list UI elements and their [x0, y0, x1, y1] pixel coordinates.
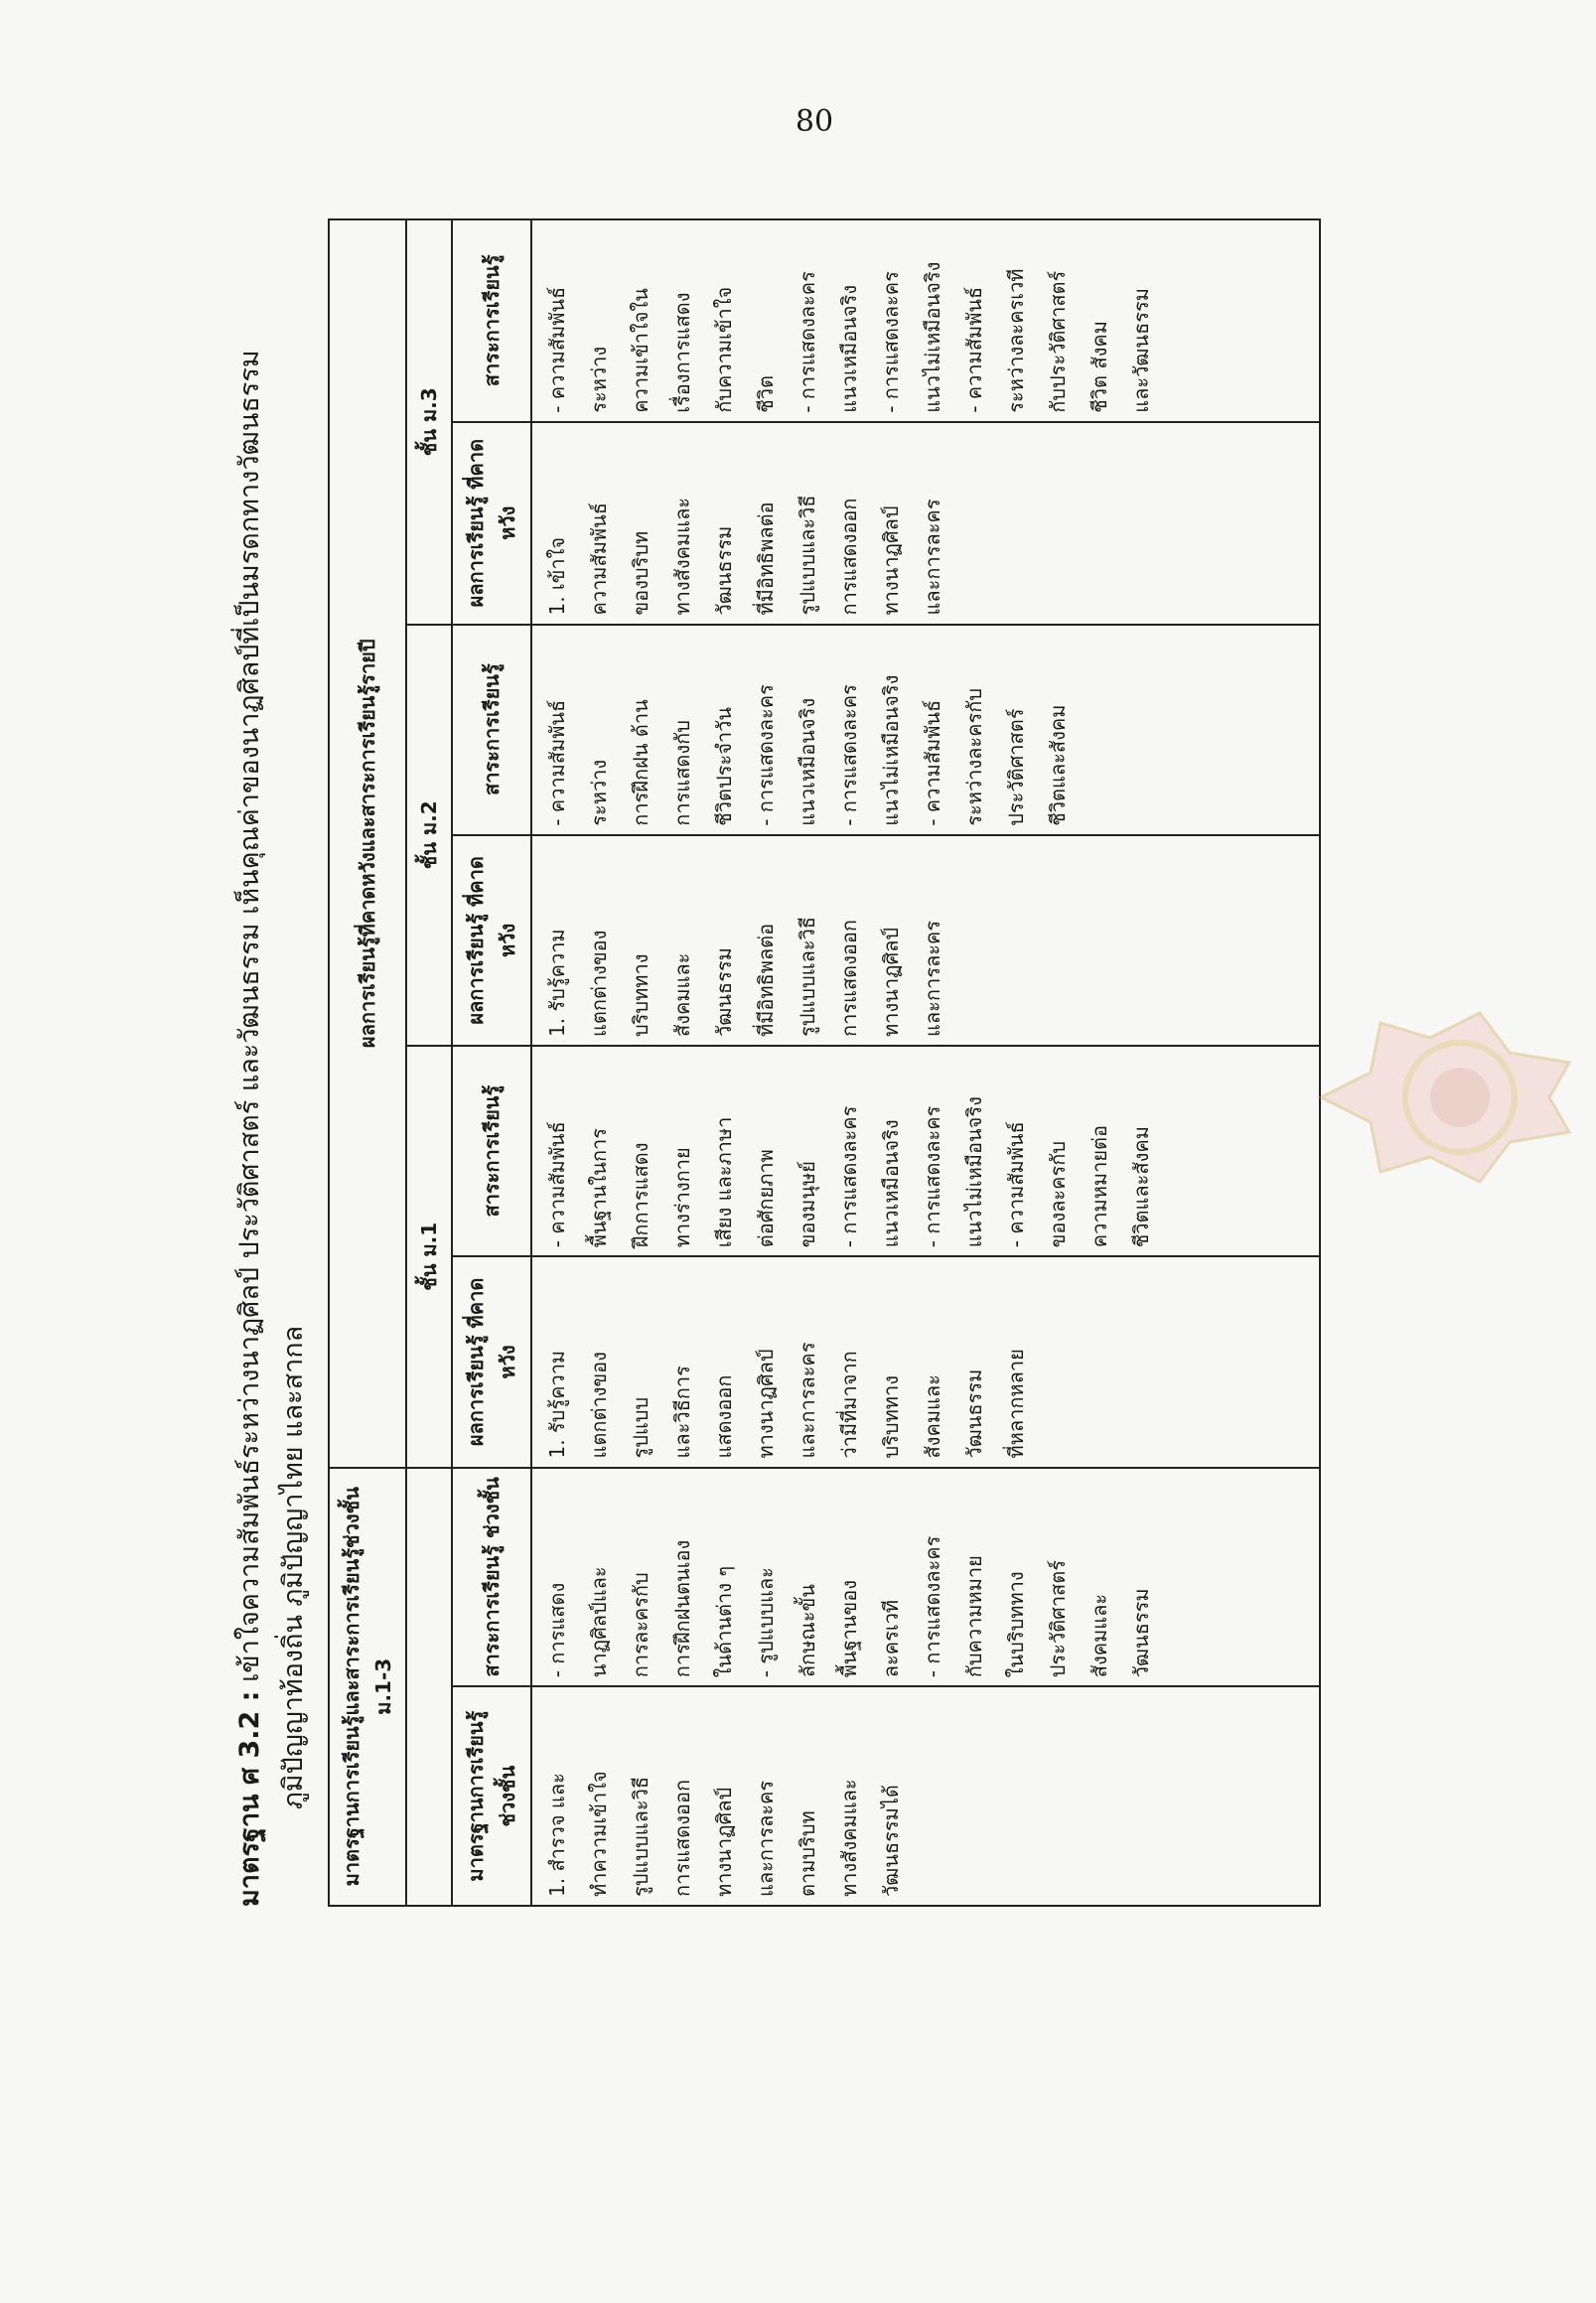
cell-line: ทำความเข้าใจ [587, 1771, 611, 1897]
page-number: 80 [795, 104, 834, 139]
cell-line: วัฒนธรรม [1129, 1588, 1153, 1678]
cell-line: ทางนาฏศิลป์ [879, 505, 903, 616]
cell-line: วัฒนธรรมได้ [879, 1785, 903, 1897]
curriculum-table [328, 218, 1321, 1907]
cell-line: แสดงออก [712, 1374, 736, 1459]
cell-line: ละครเวที [879, 1599, 903, 1678]
standard-text: เข้าใจความสัมพันธ์ระหว่างนาฏศิลป์ ประวัติศาสตร์ และวัฒนธรรม เห็นคุณค่าของนาฏศิลป์ที่เป็นมรดกทางวัฒนธรรม [234, 350, 265, 1682]
cell-line: และวัฒนธรรม [1129, 288, 1153, 413]
cell-line: และวิธีการ [670, 1366, 694, 1459]
cell-line: สังคมและ [921, 1374, 944, 1459]
cell-line: ทางนาฏศิลป์ [754, 1349, 778, 1459]
cell-line: ทางสังคมและ [837, 1779, 861, 1897]
cell-line: รูปแบบและวิธี [796, 916, 819, 1038]
table-row [531, 219, 1320, 1906]
cell-line: ที่มีอิทธิพลต่อ [754, 502, 778, 616]
cell-line: พื้นฐานของ [837, 1580, 861, 1678]
cell-line: สังคมและ [1088, 1593, 1111, 1678]
cell-line: - ความสัมพันธ์ [1004, 1121, 1028, 1248]
cell-line: ชีวิต สังคม [1088, 321, 1111, 413]
rotated-page-content [199, 218, 1390, 1907]
cell-line: - การแสดงละคร [837, 1105, 861, 1248]
cell-line: วัฒนธรรม [962, 1368, 986, 1459]
cell-line: รูปแบบ [629, 1396, 653, 1459]
cell-line: ของละครกับ [1046, 1140, 1070, 1248]
cell-line: ในด้านต่าง ๆ [712, 1565, 736, 1678]
cell-line: พื้นฐานในการ [587, 1127, 611, 1248]
cell-line: ของบริบท [629, 530, 653, 616]
cell-line: แนวเหมือนจริง [837, 284, 861, 413]
cell-line: ในบริบททาง [1004, 1571, 1028, 1678]
cell-line: - ความสัมพันธ์ [921, 699, 944, 826]
cell-line: - การแสดงละคร [879, 271, 903, 413]
cell-line: แนวเหมือนจริง [796, 697, 819, 826]
cell-line: ประวัติศาสตร์ [1004, 708, 1028, 826]
col-header-expected-m1: ผลการเรียนรู้ ที่คาดหวัง [452, 1256, 531, 1467]
school-emblem-watermark [1311, 983, 1596, 1212]
group-header-right: ผลการเรียนรู้ที่คาดหวังและสาระการเรียนรู้รายปี [329, 219, 406, 1468]
cell-line: รูปแบบและวิธี [629, 1776, 653, 1897]
cell-line: การแสดงออก [670, 1779, 694, 1897]
cell-line: นาฏศิลป์และ [587, 1566, 611, 1678]
col-header-expected-m3: ผลการเรียนรู้ ที่คาดหวัง [452, 422, 531, 625]
cell-line: เรื่องการแสดง [670, 292, 694, 413]
cell-line: แตกต่างของ [587, 1352, 611, 1459]
cell-line: ชีวิตประจำวัน [712, 706, 736, 826]
cell-line: - การแสดง [545, 1582, 569, 1678]
cell-line: การแสดงออก [837, 498, 861, 616]
cell-line: ที่มีอิทธิพลต่อ [754, 923, 778, 1038]
col-header-content-range: สาระการเรียนรู้ ช่วงชั้น [452, 1468, 531, 1687]
cell-line: และการละคร [921, 499, 944, 616]
grade-header-blank [406, 1468, 452, 1906]
col-header-standard: มาตรฐานการเรียนรู้ ช่วงชั้น [452, 1686, 531, 1906]
cell-line: ประวัติศาสตร์ [1046, 1560, 1070, 1678]
cell-line: กับความเข้าใจ [712, 286, 736, 413]
cell-line: และการละคร [796, 1342, 819, 1459]
table-cell [531, 219, 1320, 422]
cell-line: และการละคร [754, 1780, 778, 1897]
cell-line: ว่ามีที่มาจาก [837, 1351, 861, 1459]
cell-line: 1. สำรวจ และ [545, 1773, 569, 1897]
cell-line: กับประวัติศาสตร์ [1046, 270, 1070, 413]
cell-line: 1. รับรู้ความ [545, 929, 569, 1038]
cell-line: 1. รับรู้ความ [545, 1350, 569, 1459]
cell-line: การแสดงออก [837, 919, 861, 1038]
cell-line: วัฒนธรรม [712, 525, 736, 616]
cell-line: กับความหมาย [962, 1555, 986, 1678]
grade-header-m2: ชั้น ม.2 [406, 625, 452, 1047]
standard-text-line2: ภูมิปัญญาท้องถิ่น ภูมิปัญญาไทย และสากล [278, 1325, 309, 1809]
cell-line: แนวไม่เหมือนจริง [962, 1096, 986, 1248]
cell-line: รูปแบบและวิธี [796, 495, 819, 616]
cell-line: วัฒนธรรม [712, 947, 736, 1038]
cell-line: การแสดงกับ [670, 720, 694, 826]
cell-line: ฝึกการแสดง [629, 1142, 653, 1248]
col-header-expected-m2: ผลการเรียนรู้ ที่คาดหวัง [452, 835, 531, 1046]
cell-line: - การแสดงละคร [837, 684, 861, 826]
group-header-left: มาตรฐานการเรียนรู้และสาระการเรียนรู้ช่วงชั้น ม.1-3 [329, 1468, 406, 1906]
table-cell [531, 835, 1320, 1046]
cell-line: ทางนาฏศิลป์ [879, 927, 903, 1038]
cell-line: ที่หลากหลาย [1004, 1349, 1028, 1459]
cell-line: ต่อศักยภาพ [754, 1149, 778, 1248]
cell-line: ระหว่างละครกับ [962, 687, 986, 826]
cell-line: - การแสดงละคร [921, 1535, 944, 1678]
cell-line: เสียง และภาษา [712, 1116, 736, 1248]
cell-line: - ความสัมพันธ์ [962, 286, 986, 413]
cell-line: ทางนาฏศิลป์ [712, 1787, 736, 1897]
cell-line: - ความสัมพันธ์ [545, 699, 569, 826]
cell-line: การฝึกฝน ด้าน [629, 699, 653, 826]
table-cell [531, 1686, 1320, 1906]
cell-line: 1. เข้าใจ [545, 536, 569, 616]
cell-line: แนวเหมือนจริง [879, 1119, 903, 1248]
cell-line: - ความสัมพันธ์ [545, 286, 569, 413]
grade-header-m1: ชั้น ม.1 [406, 1046, 452, 1468]
cell-line: ของมนุษย์ [796, 1161, 819, 1248]
cell-line: ระหว่าง [587, 759, 611, 826]
cell-line: บริบททาง [879, 1375, 903, 1459]
cell-line: ลักษณะขั้น [796, 1584, 819, 1678]
grade-header-m3: ชั้น ม.3 [406, 219, 452, 625]
cell-line: แนวไม่เหมือนจริง [879, 674, 903, 826]
cell-line: ระหว่าง [587, 346, 611, 413]
cell-line: ตามบริบท [796, 1810, 819, 1897]
cell-line: - ความสัมพันธ์ [545, 1121, 569, 1248]
cell-line: แตกต่างของ [587, 930, 611, 1038]
cell-line: สังคมและ [670, 952, 694, 1038]
cell-line: ชีวิต [754, 374, 778, 413]
col-header-content-m2: สาระการเรียนรู้ [452, 625, 531, 835]
cell-line: - รูปแบบและ [754, 1567, 778, 1678]
col-header-content-m3: สาระการเรียนรู้ [452, 219, 531, 422]
cell-line: ชีวิตและสังคม [1046, 704, 1070, 826]
cell-line: การฝึกฝนตนเอง [670, 1539, 694, 1678]
cell-line: บริบททาง [629, 953, 653, 1038]
cell-line: การละครกับ [629, 1572, 653, 1678]
standard-label: มาตรฐาน ศ 3.2 : [234, 1690, 265, 1907]
cell-line: ความสัมพันธ์ [587, 503, 611, 616]
cell-line: - การแสดงละคร [921, 1105, 944, 1248]
table-cell [531, 1256, 1320, 1467]
cell-line: ทางร่างกาย [670, 1147, 694, 1248]
cell-line: และการละคร [921, 920, 944, 1038]
cell-line: - การแสดงละคร [796, 271, 819, 413]
cell-line: - การแสดงละคร [754, 684, 778, 826]
table-cell [531, 1046, 1320, 1256]
col-header-content-m1: สาระการเรียนรู้ [452, 1046, 531, 1256]
table-cell [531, 422, 1320, 625]
table-cell [531, 1468, 1320, 1687]
table-cell [531, 625, 1320, 835]
cell-line: ความหมายต่อ [1088, 1124, 1111, 1248]
cell-line: ชีวิตและสังคม [1129, 1126, 1153, 1248]
cell-line: ระหว่างละครเวที [1004, 268, 1028, 413]
cell-line: ทางสังคมและ [670, 497, 694, 616]
standard-caption [228, 218, 316, 1907]
cell-line: ความเข้าใจใน [629, 288, 653, 413]
cell-line: แนวไม่เหมือนจริง [921, 261, 944, 413]
